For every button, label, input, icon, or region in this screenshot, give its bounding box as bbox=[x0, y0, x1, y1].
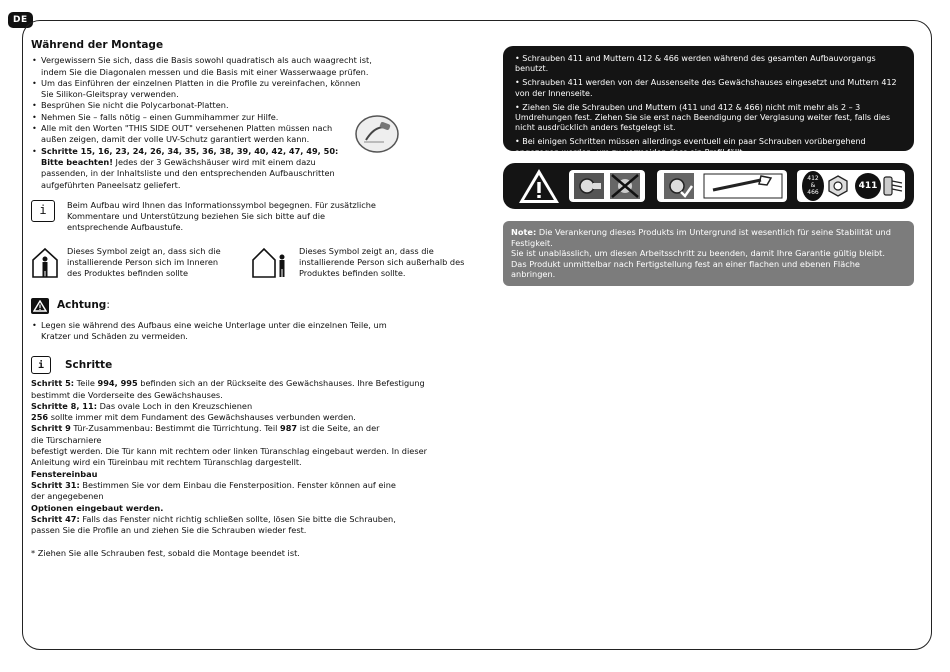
socket-icon bbox=[663, 172, 695, 200]
achtung-list bbox=[31, 320, 476, 343]
wrench-icon bbox=[703, 173, 783, 199]
achtung-heading bbox=[31, 298, 476, 314]
person-outside-icon bbox=[251, 246, 291, 278]
outside-symbol-text: Dieses Symbol zeigt an, dass die installierende Person sich außerhalb des Produktes befinden sollte. bbox=[299, 245, 465, 279]
hardware-icon-bar bbox=[503, 163, 914, 209]
hammer-illustration bbox=[354, 114, 400, 154]
screw-note: • Bei einigen Schritten müssen allerdings eventuell ein paar Schrauben vorübergehend angezogen werden, um zu vermeiden dass ein Profil fällt. bbox=[515, 137, 866, 157]
schritte-content bbox=[31, 378, 431, 559]
screw-411-badge: 411 bbox=[855, 173, 881, 199]
screws-nuts-panel bbox=[797, 170, 905, 202]
screw-icon bbox=[883, 175, 903, 197]
step-5: Schritt 5: Teile 994, 995 befinden sich an der Rückseite des Gewächshauses. Ihre Befestigung bestimmt die Vorderseite des Gewächshauses. bbox=[31, 378, 425, 400]
outside-symbol-item bbox=[251, 246, 471, 280]
nut-412-466-badge: 412 & 466 bbox=[802, 171, 824, 201]
note-line-3: Das Produkt unmittelbar nach Fertigstellung fest an einer flachen und ebenen Fläche anbringen. bbox=[511, 258, 860, 279]
montage-bullet: • Vergewissern Sie sich, dass die Basis sowohl quadratisch als auch waagrecht ist, indem Sie die Diagonalen messen und die Basis mit einer Wasserwaage prüfen. bbox=[41, 55, 391, 78]
crossed-tool-icon bbox=[609, 172, 641, 200]
info-icon: i bbox=[31, 356, 51, 374]
schritte-heading bbox=[31, 356, 476, 374]
achtung-colon: : bbox=[106, 298, 110, 311]
screw-note: • Schrauben 411 werden von der Aussenseite des Gewächshauses eingesetzt und Muttern 412 von der Innenseite. bbox=[515, 78, 897, 98]
step-256: 256 sollte immer mit dem Fundament des Gewächshauses verbunden werden. bbox=[31, 412, 356, 423]
optionen-text: Optionen eingebaut werden. bbox=[31, 502, 164, 513]
montage-bullet: • Alle mit den Worten "THIS SIDE OUT" versehenen Platten müssen nach außen zeigen, damit der volle UV-Schutz garantiert werden kann. bbox=[41, 123, 351, 146]
anchoring-note bbox=[503, 221, 914, 286]
no-drill-icon bbox=[573, 172, 605, 200]
achtung-text: • Legen sie während des Aufbaus eine weiche Unterlage unter die einzelnen Teile, um Kratzer und Schäden zu vermeiden. bbox=[41, 320, 391, 343]
montage-bullet: • Nehmen Sie – falls nötig – einen Gummihammer zur Hilfe. bbox=[41, 112, 476, 123]
fenster-heading: Fenstereinbau bbox=[31, 468, 98, 479]
screw-note: • Schrauben 411 and Muttern 412 & 466 werden während des gesamten Aufbauvorgangs benutzt. bbox=[515, 54, 876, 74]
schritte-title: Schritte bbox=[65, 358, 113, 371]
warning-icon bbox=[31, 298, 49, 314]
info-icon: i bbox=[31, 200, 55, 222]
footnote: * Ziehen Sie alle Schrauben fest, sobald die Montage beendet ist. bbox=[31, 548, 300, 559]
note-text: Die Verankerung dieses Produkts im Untergrund ist wesentlich für seine Stabilität und Festigkeit. bbox=[511, 227, 891, 248]
person-inside-icon bbox=[31, 246, 59, 278]
step-47: Schritt 47: Falls das Fenster nicht richtig schließen sollte, lösen Sie bitte die Schrauben, passen Sie die Profile an und ziehen Sie die Schrauben wieder fest. bbox=[31, 513, 396, 536]
left-column bbox=[31, 40, 476, 560]
note-line-2: Sie ist unablässlich, um diesen Arbeitsschritt zu beenden, damit Ihre Garantie gültig bleibt. bbox=[511, 248, 885, 258]
inside-symbol-item bbox=[31, 246, 251, 280]
step-8-11: Schritte 8, 11: Das ovale Loch in den Kreuzschienen bbox=[31, 400, 253, 411]
montage-title: Während der Montage bbox=[31, 39, 164, 51]
step-9-cont: befestigt werden. Die Tür kann mit rechtem oder linken Türanschlag eingebaut werden. In dieser Anleitung wird ein Türeinbau mit rechtem Türanschlag dargestellt. bbox=[31, 446, 427, 468]
montage-bullet-steps bbox=[41, 146, 351, 191]
no-power-tools-panel bbox=[569, 170, 645, 202]
beachten-label: Bitte beachten! bbox=[41, 156, 113, 167]
info-symbol-text: Beim Aufbau wird Ihnen das Informationssymbol begegnen. Für zusätzliche Kommentare und Unterstützung beziehen Sie sich bitte auf die entsprechende Aufbaustufe. bbox=[67, 199, 376, 233]
step-9: Schritt 9 Tür-Zusammenbau: Bestimmt die Türrichtung. Teil 987 ist die Seite, an der die Türscharniere bbox=[31, 423, 380, 445]
beachten-text: Jedes der 3 Gewächshäuser wird mit einem dazu passenden, in der Inhaltsliste und den entsprechenden Aufbauschritten aufgeführten Paneelsatz geliefert. bbox=[41, 156, 335, 190]
montage-bullet: • Besprühen Sie nicht die Polycarbonat-Platten. bbox=[41, 100, 476, 111]
inside-symbol-text: Dieses Symbol zeigt an, dass sich die installierende Person sich im Inneren des Produktes befinden sollte bbox=[67, 245, 221, 279]
info-symbol-row bbox=[31, 200, 476, 234]
montage-bullet: • Um das Einführen der einzelnen Platten in die Profile zu vereinfachen, können Sie Silikon-Gleitspray verwenden. bbox=[41, 78, 371, 101]
note-label: Note: bbox=[511, 227, 537, 237]
language-tag: DE bbox=[8, 12, 33, 28]
warning-triangle-icon bbox=[517, 167, 561, 205]
montage-list bbox=[31, 55, 476, 191]
step-31: Schritt 31: Bestimmen Sie vor dem Einbau die Fensterposition. Fenster können auf eine der angegebenen bbox=[31, 479, 396, 502]
steps-list-label: Schritte 15, 16, 23, 24, 26, 34, 35, 36, 38, 39, 40, 42, 47, 49, 50: bbox=[41, 145, 339, 156]
wrench-panel bbox=[657, 170, 787, 202]
nut-icon bbox=[827, 175, 849, 197]
right-column bbox=[503, 46, 914, 286]
position-symbols bbox=[31, 246, 476, 280]
screw-note: • Ziehen Sie die Schrauben und Muttern (411 und 412 & 466) nicht mit mehr als 2 – 3 Umdrehungen fest. Ziehen Sie sie erst nach Beendigung der Verglasung weiter fest, falls dies nicht ausdrücklich anders festgelegt ist. bbox=[515, 102, 891, 133]
achtung-title: Achtung bbox=[57, 298, 107, 311]
screw-instructions-box bbox=[503, 46, 914, 157]
